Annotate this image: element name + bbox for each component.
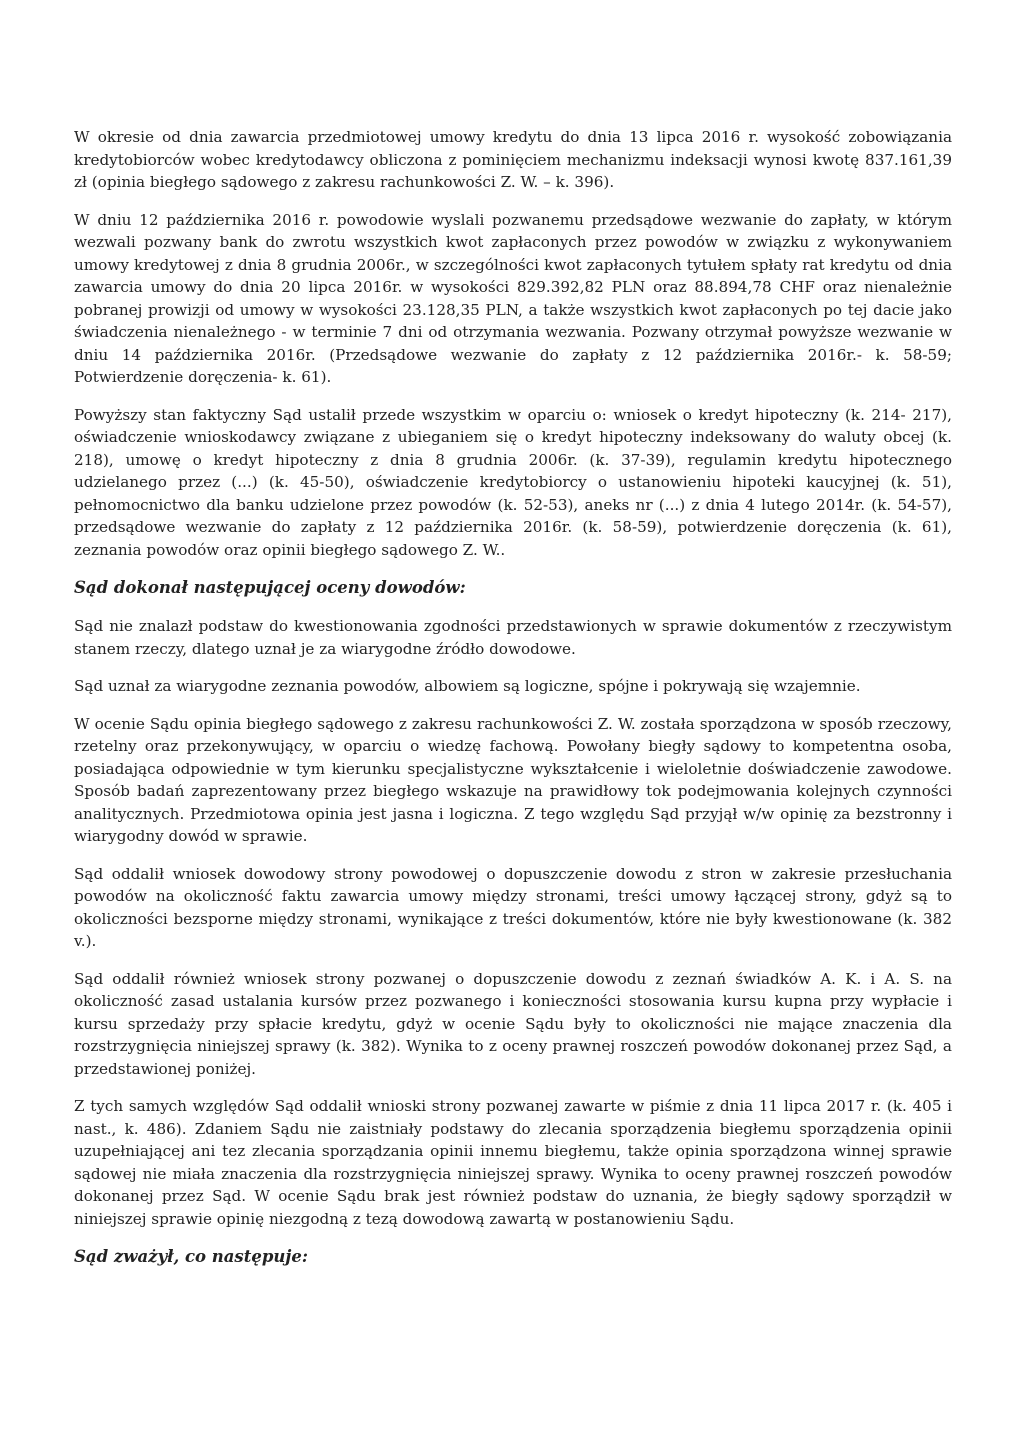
paragraph-defendant-motions-dismissed: Z tych samych względów Sąd oddalił wnioski strony pozwanej zawarte w piśmie z dnia 11 lipca 2017 r. (k. 405 i nast., k. 486). Zdaniem Sądu nie zaistniały podstawy do zlecania sporządzenia biegłemu sporządzenia opinii uzupełniającej ani tez zlecania sporządzania opinii innemu biegłemu, także opinia sporządzona winnej sprawie sądowej nie miała znaczenia dla rozstrzygnięcia niniejszej sprawy. Wynika to oceny prawnej roszczeń powodów dokonanej przez Sąd. W ocenie Sądu brak jest również podstaw do uznania, że biegły sądowy sporządził w niniejszej sprawie opinię niezgodną z tezą dowodową zawartą w postanowieniu Sądu. bbox=[74, 1097, 952, 1228]
paragraph-evidence-basis: Powyższy stan faktyczny Sąd ustalił przede wszystkim w oparciu o: wniosek o kredyt hipoteczny (k. 214- 217), oświadczenie wnioskodawcy związane z ubieganiem się o kredyt hipoteczny indeksowany do waluty obcej (k. 218), umowę o kredyt hipoteczny z dnia 8 grudnia 2006r. (k. 37-39), regulamin kredytu hipotecznego udzielanego przez (...) (k. 45-50), oświadczenie kredytobiorcy o ustanowieniu hipoteki kaucyjnej (k. 51), pełnomocnictwo dla banku udzielone przez powodów (k. 52-53), aneks nr (...) z dnia 4 lutego 2014r. (k. 54-57), przedsądowe wezwanie do zapłaty z 12 października 2016r. (k. 58-59), potwierdzenie doręczenia (k. 61), zeznania powodów oraz opinii biegłego sądowego Z. W.. bbox=[74, 405, 952, 559]
paragraph-testimony-credible: Sąd uznał za wiarygodne zeznania powodów, albowiem są logiczne, spójne i pokrywają się wzajemnie. bbox=[74, 677, 861, 695]
paragraph-plaintiff-motion-dismissed: Sąd oddalił wniosek dowodowy strony powodowej o dopuszczenie dowodu z stron w zakresie przesłuchania powodów na okoliczność faktu zawarcia umowy między stronami, treści umowy łączącej strony, gdyż są to okoliczności bezsporne między stronami, wynikające z treści dokumentów, które nie były kwestionowane (k. 382 v.). bbox=[74, 864, 952, 950]
heading-evidence-assessment: Sąd dokonał następującej oceny dowodów: bbox=[74, 578, 466, 597]
paragraph-expert-opinion: W ocenie Sądu opinia biegłego sądowego z zakresu rachunkowości Z. W. została sporządzona w sposób rzeczowy, rzetelny oraz przekonywujący, w oparciu o wiedzę fachową. Powołany biegły sądowy to kompetentna osoba, posiadająca odpowiednie w tym kierunku specjalistyczne wykształcenie i wieloletnie doświadczenie zawodowe. Sposób badań zaprezentowany przez biegłego wskazuje na prawidłowy tok podejmowania kolejnych czynności analitycznych. Przedmiotowa opinia jest jasna i logiczna. Z tego względu Sąd przyjął w/w opinię za bezstronny i wiarygodny dowód w sprawie. bbox=[74, 714, 952, 845]
paragraph-pre-trial-demand: W dniu 12 października 2016 r. powodowie wyslali pozwanemu przedsądowe wezwanie do zapłaty, w którym wezwali pozwany bank do zwrotu wszystkich kwot zapłaconych przez powodów w związku z wykonywaniem umowy kredytowej z dnia 8 grudnia 2006r., w szczególności kwot zapłaconych tytułem spłaty rat kredytu od dnia zawarcia umowy do dnia 20 lipca 2016r. w wysokości 829.392,82 PLN oraz 88.894,78 CHF oraz nienależnie pobranej prowizji od umowy w wysokości 23.128,35 PLN, a także wszystkich kwot zapłaconych po tej dacie jako świadczenia nienależnego - w terminie 7 dni od otrzymania wezwania. Pozwany otrzymał powyższe wezwanie w dniu 14 października 2016r. (Przedsądowe wezwanie do zapłaty z 12 października 2016r.- k. 58-59; Potwierdzenie doręczenia- k. 61). bbox=[74, 210, 952, 386]
paragraph-witness-motion-dismissed: Sąd oddalił również wniosek strony pozwanej o dopuszczenie dowodu z zeznań świadków A. K. i A. S. na okoliczność zasad ustalania kursów przez pozwanego i konieczności stosowania kursu kupna przy wypłacie i kursu sprzedaży przy spłacie kredytu, gdyż w ocenie Sądu były to okoliczności nie mające znaczenia dla rozstrzygnięcia niniejszej sprawy (k. 382). Wynika to z oceny prawnej roszczeń powodów dokonanej przez Sąd, a przedstawionej poniżej. bbox=[74, 969, 952, 1078]
paragraph-documents-credible: Sąd nie znalazł podstaw do kwestionowania zgodności przedstawionych w sprawie dokumentów z rzeczywistym stanem rzeczy, dlatego uznał je za wiarygodne źródło dowodowe. bbox=[74, 617, 952, 658]
paragraph-debt-amount: W okresie od dnia zawarcia przedmiotowej umowy kredytu do dnia 13 lipca 2016 r. wysokość zobowiązania kredytobiorców wobec kredytodawcy obliczona z pominięciem mechanizmu indeksacji wynosi kwotę 837.161,39 zł (opinia biegłego sądowego z zakresu rachunkowości Z. W. – k. 396). bbox=[74, 128, 952, 191]
document-page bbox=[74, 126, 952, 1284]
heading-court-considered: Sąd zważył, co następuje: bbox=[74, 1247, 308, 1266]
